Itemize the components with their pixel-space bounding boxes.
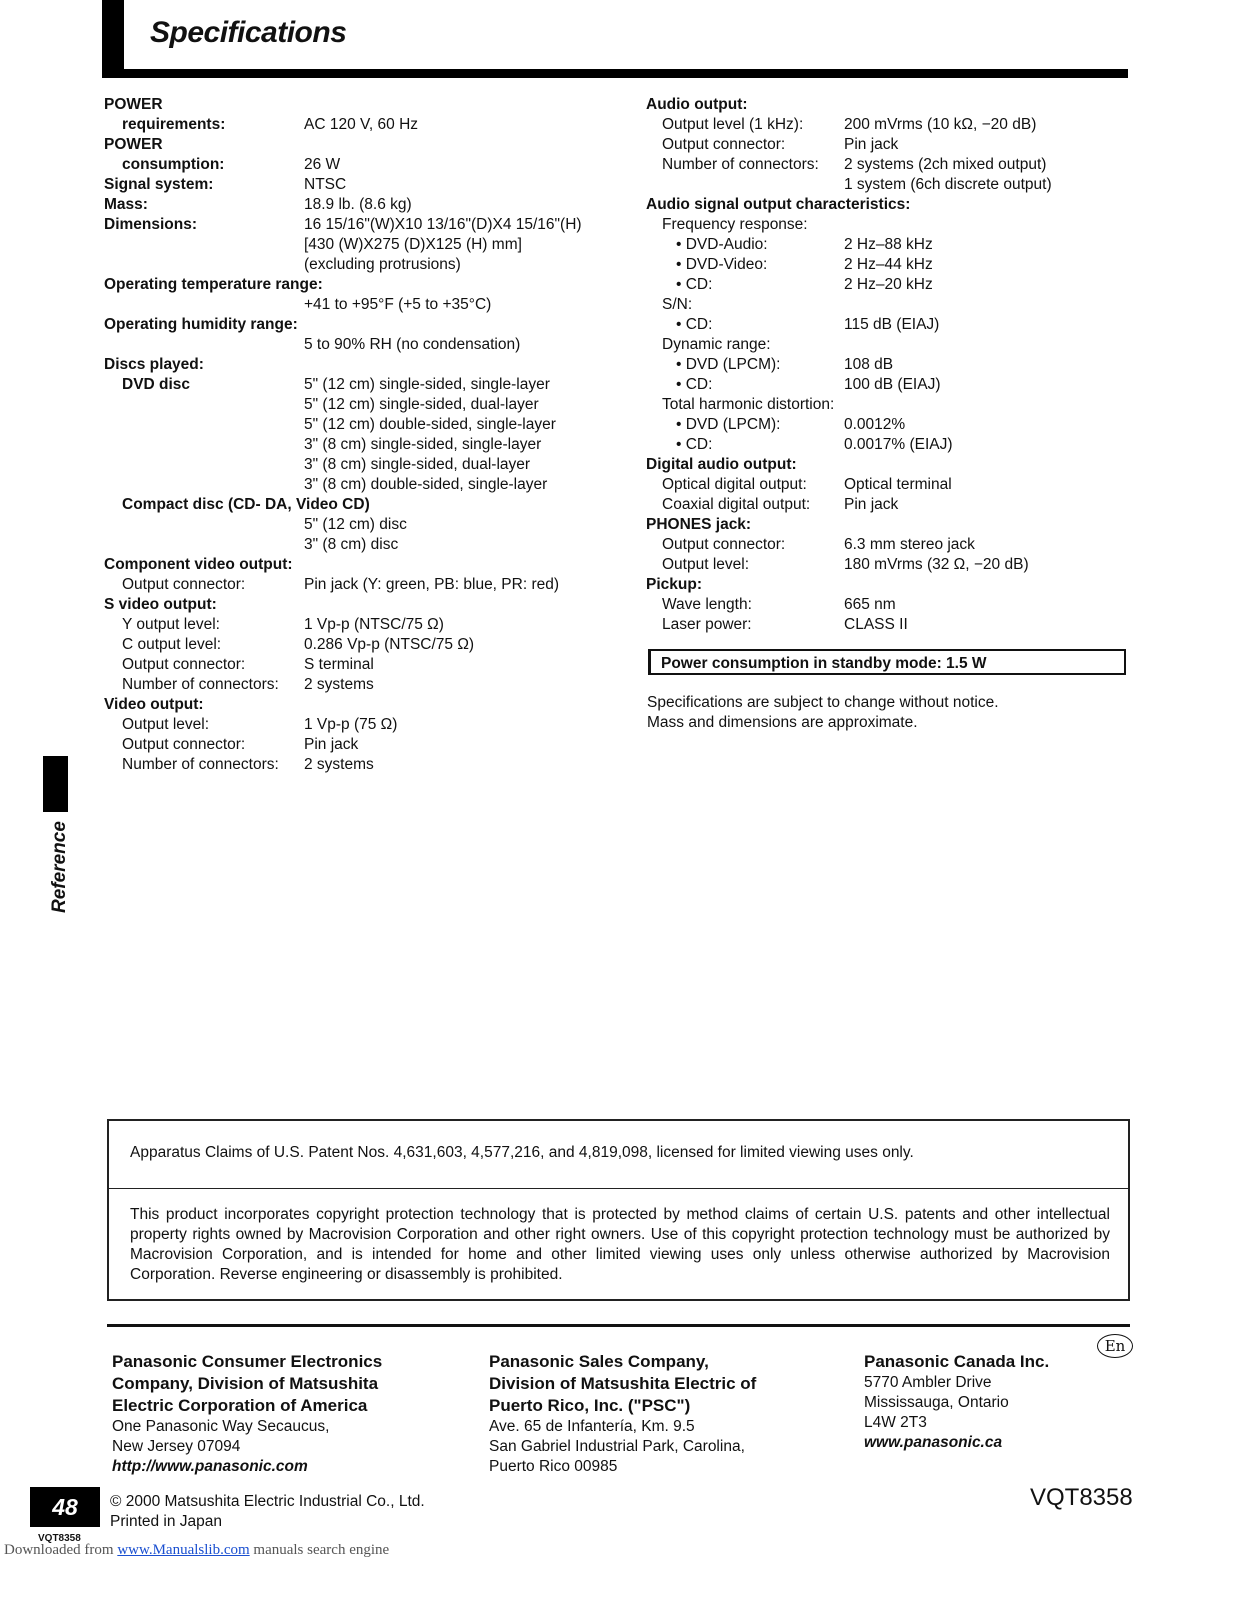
address-line: Mississauga, Ontario xyxy=(864,1394,1009,1411)
company-name: Panasonic Consumer Electronics xyxy=(112,1352,383,1371)
spec-row xyxy=(646,95,1136,115)
download-suffix: manuals search engine xyxy=(249,1542,390,1558)
spec-label: Optical digital output: xyxy=(662,476,807,493)
spec-label: Audio signal output characteristics: xyxy=(646,196,911,213)
spec-label: Output connector: xyxy=(122,656,246,673)
right-spec-list xyxy=(646,95,1136,635)
spec-label: Output level: xyxy=(662,556,750,573)
footer-rule xyxy=(107,1324,1130,1327)
website-link[interactable]: www.panasonic.ca xyxy=(864,1434,1003,1451)
spec-label: Output connector: xyxy=(122,576,246,593)
spec-label: • DVD (LPCM): xyxy=(676,416,781,433)
spec-label: Discs played: xyxy=(104,356,204,373)
spec-row xyxy=(646,255,1136,275)
spec-value: Pin jack xyxy=(844,136,899,153)
spec-row xyxy=(104,395,614,415)
address-line: San Gabriel Industrial Park, Carolina, xyxy=(489,1438,745,1455)
spec-value: 26 W xyxy=(304,156,341,173)
standby-power-box: Power consumption in standby mode: 1.5 W xyxy=(648,649,1126,675)
spec-value: 5" (12 cm) double-sided, single-layer xyxy=(304,416,556,433)
spec-row xyxy=(646,495,1136,515)
section-tab-label: Reference xyxy=(49,821,70,913)
spec-label: Mass: xyxy=(104,196,148,213)
spec-label: S video output: xyxy=(104,596,217,613)
spec-row xyxy=(104,515,614,535)
spec-row xyxy=(104,635,614,655)
spec-value: 1 system (6ch discrete output) xyxy=(844,176,1052,193)
spec-label: POWER xyxy=(104,136,163,153)
copyright-block xyxy=(110,1492,425,1532)
spec-label: Signal system: xyxy=(104,176,214,193)
printed-line: Printed in Japan xyxy=(110,1513,223,1530)
patent-divider xyxy=(107,1188,1130,1189)
spec-row xyxy=(104,755,614,775)
spec-label: Operating temperature range: xyxy=(104,276,323,293)
spec-value: (excluding protrusions) xyxy=(304,256,461,273)
spec-value: 3" (8 cm) double-sided, single-layer xyxy=(304,476,548,493)
manualslib-link[interactable]: www.Manualslib.com xyxy=(117,1542,250,1558)
spec-row xyxy=(104,615,614,635)
spec-label: Output level (1 kHz): xyxy=(662,116,804,133)
patent-claim-text: Apparatus Claims of U.S. Patent Nos. 4,631,603, 4,577,216, and 4,819,098, licensed for limited viewing uses only. xyxy=(130,1144,914,1161)
spec-value: 16 15/16"(W)X10 13/16"(D)X4 15/16"(H) xyxy=(304,216,582,233)
spec-label: • CD: xyxy=(676,276,713,293)
section-tab-block xyxy=(43,756,68,812)
spec-row xyxy=(104,555,614,575)
spec-row xyxy=(646,455,1136,475)
spec-row xyxy=(646,615,1136,635)
spec-label: Y output level: xyxy=(122,616,220,633)
spec-row xyxy=(646,395,1136,415)
download-footer xyxy=(4,1542,389,1559)
spec-value: 2 systems (2ch mixed output) xyxy=(844,156,1047,173)
spec-value: 5" (12 cm) single-sided, dual-layer xyxy=(304,396,539,413)
spec-row xyxy=(646,235,1136,255)
address-puerto-rico xyxy=(489,1351,756,1477)
spec-label: Digital audio output: xyxy=(646,456,797,473)
spec-row xyxy=(104,115,614,135)
spec-label: Number of connectors: xyxy=(122,756,279,773)
spec-row xyxy=(646,315,1136,335)
spec-label: POWER xyxy=(104,96,163,113)
spec-row xyxy=(104,695,614,715)
spec-value: CLASS II xyxy=(844,616,908,633)
copyright-line: © 2000 Matsushita Electric Industrial Co., Ltd. xyxy=(110,1493,425,1510)
spec-row xyxy=(104,295,614,315)
spec-value: Pin jack (Y: green, PB: blue, PR: red) xyxy=(304,576,560,593)
spec-value: 3" (8 cm) single-sided, single-layer xyxy=(304,436,542,453)
spec-label: • DVD-Video: xyxy=(676,256,768,273)
spec-label: Output connector: xyxy=(662,136,786,153)
spec-row xyxy=(646,535,1136,555)
spec-row xyxy=(104,655,614,675)
copyright-protection-text: This product incorporates copyright protection technology that is protected by method claims of certain U.S. patents and other intellectual property rights owned by Macrovision Corporation and other right owners. Use of this copyright protection technology must be authorized by Macrovision Corporation, and is intended for home and other limited viewing uses only unless otherwise authorized by Macrovision Corporation. Reverse engineering or disassembly is prohibited. xyxy=(130,1206,1110,1283)
company-name: Electric Corporation of America xyxy=(112,1396,368,1415)
spec-label: Audio output: xyxy=(646,96,748,113)
note-line: Mass and dimensions are approximate. xyxy=(647,714,918,731)
model-number-small: VQT8358 xyxy=(38,1533,81,1544)
spec-row xyxy=(104,355,614,375)
spec-label: Component video output: xyxy=(104,556,293,573)
company-name: Panasonic Sales Company, xyxy=(489,1352,709,1371)
spec-value: 3" (8 cm) disc xyxy=(304,536,399,553)
header-bar-block xyxy=(102,0,124,78)
spec-row xyxy=(104,535,614,555)
spec-label: • DVD-Audio: xyxy=(676,236,768,253)
note-line: Specifications are subject to change without notice. xyxy=(647,694,999,711)
spec-row xyxy=(646,295,1136,315)
spec-row xyxy=(646,595,1136,615)
spec-value: NTSC xyxy=(304,176,347,193)
spec-row xyxy=(104,495,614,515)
spec-row xyxy=(646,515,1136,535)
spec-value: 1 Vp-p (NTSC/75 Ω) xyxy=(304,616,444,633)
spec-label: Total harmonic distortion: xyxy=(662,396,835,413)
spec-row xyxy=(104,715,614,735)
spec-row xyxy=(104,215,614,235)
spec-value: 100 dB (EIAJ) xyxy=(844,376,941,393)
header-rule xyxy=(102,69,1128,78)
spec-row xyxy=(104,595,614,615)
spec-row xyxy=(104,255,614,275)
spec-label: Output level: xyxy=(122,716,210,733)
spec-row xyxy=(104,95,614,115)
spec-value: 0.0012% xyxy=(844,416,906,433)
spec-row xyxy=(104,195,614,215)
company-name: Puerto Rico, Inc. ("PSC") xyxy=(489,1396,691,1415)
spec-row xyxy=(646,135,1136,155)
spec-row xyxy=(104,475,614,495)
spec-row xyxy=(646,115,1136,135)
address-line: L4W 2T3 xyxy=(864,1414,927,1431)
model-number: VQT8358 xyxy=(1030,1484,1133,1511)
address-canada xyxy=(864,1351,1049,1453)
page-number: 48 xyxy=(30,1487,100,1527)
company-name: Panasonic Canada Inc. xyxy=(864,1352,1050,1371)
spec-label: • CD: xyxy=(676,376,713,393)
spec-row xyxy=(646,195,1136,215)
spec-label: Pickup: xyxy=(646,576,702,593)
spec-label: Output connector: xyxy=(662,536,786,553)
spec-value: 5" (12 cm) single-sided, single-layer xyxy=(304,376,550,393)
address-line: Puerto Rico 00985 xyxy=(489,1458,618,1475)
spec-value: Pin jack xyxy=(844,496,899,513)
spec-label: requirements: xyxy=(122,116,226,133)
address-line: One Panasonic Way Secaucus, xyxy=(112,1418,330,1435)
spec-value: 108 dB xyxy=(844,356,894,373)
address-line: Ave. 65 de Infantería, Km. 9.5 xyxy=(489,1418,695,1435)
spec-label: • CD: xyxy=(676,436,713,453)
address-line: 5770 Ambler Drive xyxy=(864,1374,992,1391)
spec-label: Wave length: xyxy=(662,596,752,613)
spec-row xyxy=(104,435,614,455)
spec-label: Operating humidity range: xyxy=(104,316,298,333)
spec-label: C output level: xyxy=(122,636,222,653)
spec-row xyxy=(104,135,614,155)
spec-label: Compact disc (CD- DA, Video CD) xyxy=(122,496,370,513)
spec-value: 2 systems xyxy=(304,756,374,773)
spec-row xyxy=(646,575,1136,595)
spec-label: Coaxial digital output: xyxy=(662,496,811,513)
spec-value: 0.0017% (EIAJ) xyxy=(844,436,953,453)
spec-row xyxy=(104,155,614,175)
spec-row xyxy=(646,475,1136,495)
spec-row xyxy=(646,435,1136,455)
spec-label: Number of connectors: xyxy=(122,676,279,693)
spec-label: • DVD (LPCM): xyxy=(676,356,781,373)
spec-value: 2 Hz–44 kHz xyxy=(844,256,933,273)
spec-row xyxy=(104,575,614,595)
spec-row xyxy=(646,155,1136,175)
spec-label: • CD: xyxy=(676,316,713,333)
spec-row xyxy=(104,315,614,335)
spec-row xyxy=(646,175,1136,195)
spec-value: 18.9 lb. (8.6 kg) xyxy=(304,196,412,213)
spec-row xyxy=(104,455,614,475)
spec-label: Number of connectors: xyxy=(662,156,819,173)
spec-value: 6.3 mm stereo jack xyxy=(844,536,975,553)
left-spec-list xyxy=(104,95,614,775)
spec-label: Dimensions: xyxy=(104,216,198,233)
spec-row xyxy=(104,235,614,255)
spec-value: Pin jack xyxy=(304,736,359,753)
spec-value: 665 nm xyxy=(844,596,896,613)
spec-value: 2 systems xyxy=(304,676,374,693)
spec-label: S/N: xyxy=(662,296,693,313)
spec-value: Optical terminal xyxy=(844,476,952,493)
spec-value: [430 (W)X275 (D)X125 (H) mm] xyxy=(304,236,522,253)
spec-row xyxy=(646,375,1136,395)
spec-label: Frequency response: xyxy=(662,216,808,233)
spec-row xyxy=(104,735,614,755)
english-language-icon: En xyxy=(1097,1334,1133,1358)
spec-label: Output connector: xyxy=(122,736,246,753)
company-name: Company, Division of Matsushita xyxy=(112,1374,379,1393)
spec-row xyxy=(104,335,614,355)
spec-value: 1 Vp-p (75 Ω) xyxy=(304,716,398,733)
spec-label: Laser power: xyxy=(662,616,752,633)
spec-row xyxy=(646,355,1136,375)
spec-row xyxy=(646,415,1136,435)
spec-value: +41 to +95°F (+5 to +35°C) xyxy=(304,296,492,313)
spec-value: 3" (8 cm) single-sided, dual-layer xyxy=(304,456,531,473)
page-title: Specifications xyxy=(150,16,347,49)
spec-value: S terminal xyxy=(304,656,374,673)
spec-label: Video output: xyxy=(104,696,204,713)
spec-label: consumption: xyxy=(122,156,225,173)
website-link[interactable]: http://www.panasonic.com xyxy=(112,1458,308,1475)
spec-row xyxy=(104,275,614,295)
spec-value: 2 Hz–20 kHz xyxy=(844,276,933,293)
spec-row xyxy=(646,215,1136,235)
spec-notes xyxy=(647,693,999,733)
spec-row xyxy=(104,175,614,195)
download-prefix: Downloaded from xyxy=(4,1542,118,1558)
spec-row xyxy=(104,375,614,395)
spec-row xyxy=(646,335,1136,355)
spec-value: 5" (12 cm) disc xyxy=(304,516,407,533)
spec-label: PHONES jack: xyxy=(646,516,752,533)
address-usa xyxy=(112,1351,382,1477)
spec-value: 5 to 90% RH (no condensation) xyxy=(304,336,521,353)
spec-value: 180 mVrms (32 Ω, −20 dB) xyxy=(844,556,1029,573)
spec-value: 200 mVrms (10 kΩ, −20 dB) xyxy=(844,116,1037,133)
spec-value: 0.286 Vp-p (NTSC/75 Ω) xyxy=(304,636,475,653)
spec-value: 115 dB (EIAJ) xyxy=(844,316,940,333)
address-line: New Jersey 07094 xyxy=(112,1438,241,1455)
spec-value: AC 120 V, 60 Hz xyxy=(304,116,419,133)
spec-row xyxy=(104,415,614,435)
spec-label: Dynamic range: xyxy=(662,336,771,353)
spec-row xyxy=(646,555,1136,575)
company-name: Division of Matsushita Electric of xyxy=(489,1374,757,1393)
spec-value: 2 Hz–88 kHz xyxy=(844,236,933,253)
spec-label: DVD disc xyxy=(122,376,191,393)
spec-row xyxy=(646,275,1136,295)
spec-row xyxy=(104,675,614,695)
